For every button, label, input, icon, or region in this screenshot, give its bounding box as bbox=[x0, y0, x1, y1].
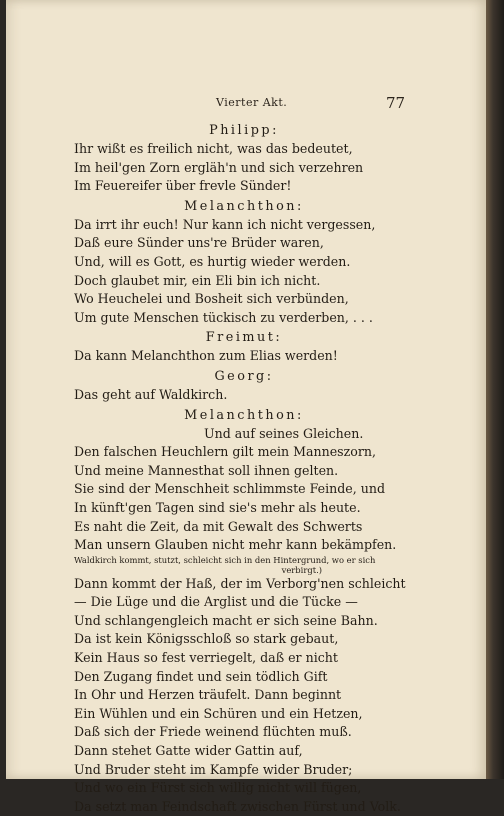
verse-line: Ihr wißt es freilich nicht, was das bedeutet, bbox=[74, 141, 353, 156]
stage-direction: verbirgt.) bbox=[281, 564, 322, 575]
verse-line: Da setzt man Feindschaft zwischen Fürst und Volk. bbox=[74, 798, 401, 814]
verse-line: Das geht auf Waldkirch. bbox=[74, 386, 228, 402]
verse-line: Da ist kein Königsschloß so stark gebaut, bbox=[74, 631, 339, 647]
verse-line: Doch glaubet mir, ein Eli bin ich nicht. bbox=[74, 272, 321, 288]
stage-direction: Waldkirch kommt, stutzt, schleicht sich in den Hintergrund, wo er sich bbox=[74, 554, 376, 565]
verse-line: Und, will es Gott, es hurtig wieder werden. bbox=[74, 253, 351, 269]
verse-line: Kein Haus so fest verriegelt, daß er nicht bbox=[74, 650, 338, 666]
verse-line: Dann stehet Gatte wider Gattin auf, bbox=[74, 743, 303, 759]
book-page bbox=[6, 0, 486, 814]
verse-line: Sie sind der Menschheit schlimmste Feinde, und bbox=[74, 481, 386, 497]
verse-line: Und meine Mannesthat soll ihnen gelten. bbox=[74, 462, 339, 478]
speaker-name: Melanchthon: bbox=[184, 198, 304, 214]
verse-line: Dann kommt der Haß, der im Verborg'nen schleicht bbox=[74, 575, 406, 591]
speaker-name: Philipp: bbox=[209, 123, 279, 138]
verse-line: Im Feuereifer über frevle Sünder! bbox=[74, 178, 292, 194]
verse-line: Ein Wühlen und ein Schüren und ein Hetzen, bbox=[74, 705, 363, 721]
verse-line: Um gute Menschen tückisch zu verderben, . . . bbox=[74, 309, 373, 325]
verse-line: In Ohr und Herzen träufelt. Dann beginnt bbox=[74, 687, 342, 703]
verse-line: Und schlangengleich macht er sich seine Bahn. bbox=[74, 612, 378, 628]
verse-line: Es naht die Zeit, da mit Gewalt des Schwerts bbox=[74, 518, 363, 534]
verse-line: Da kann Melanchthon zum Elias werden! bbox=[74, 348, 338, 364]
page-header bbox=[6, 96, 486, 116]
speaker-name: Freimut: bbox=[205, 330, 283, 346]
speaker-name: Melanchthon: bbox=[184, 407, 304, 423]
verse-line: Den falschen Heuchlern gilt mein Manneszorn, bbox=[74, 444, 376, 460]
speaker-name: Georg: bbox=[214, 368, 274, 384]
verse-line: Den Zugang findet und sein tödlich Gift bbox=[74, 668, 328, 684]
verse-line: Man unsern Glauben nicht mehr kann bekämpfen. bbox=[74, 537, 397, 553]
play-text bbox=[74, 120, 414, 816]
verse-line: Da irrt ihr euch! Nur kann ich nicht vergessen, bbox=[74, 216, 376, 232]
verse-line: Und auf seines Gleichen. bbox=[204, 425, 364, 441]
verse-line: Und wo ein Fürst sich willig nicht will fügen, bbox=[74, 780, 362, 796]
running-head: Vierter Akt. bbox=[216, 96, 288, 109]
page-number: 77 bbox=[386, 94, 406, 112]
verse-line: In künft'gen Tagen sind sie's mehr als heute. bbox=[74, 499, 361, 515]
verse-line: Daß eure Sünder uns're Brüder waren, bbox=[74, 235, 324, 251]
verse-line: Und Bruder steht im Kampfe wider Bruder; bbox=[74, 761, 353, 777]
verse-line: Wo Heuchelei und Bosheit sich verbünden, bbox=[74, 291, 349, 307]
verse-line: Im heil'gen Zorn ergläh'n und sich verzehren bbox=[74, 159, 364, 175]
verse-line: Daß sich der Friede weinend flüchten muß. bbox=[74, 724, 352, 740]
page-edge bbox=[486, 0, 504, 779]
verse-line: — Die Lüge und die Arglist und die Tücke — bbox=[74, 594, 358, 610]
